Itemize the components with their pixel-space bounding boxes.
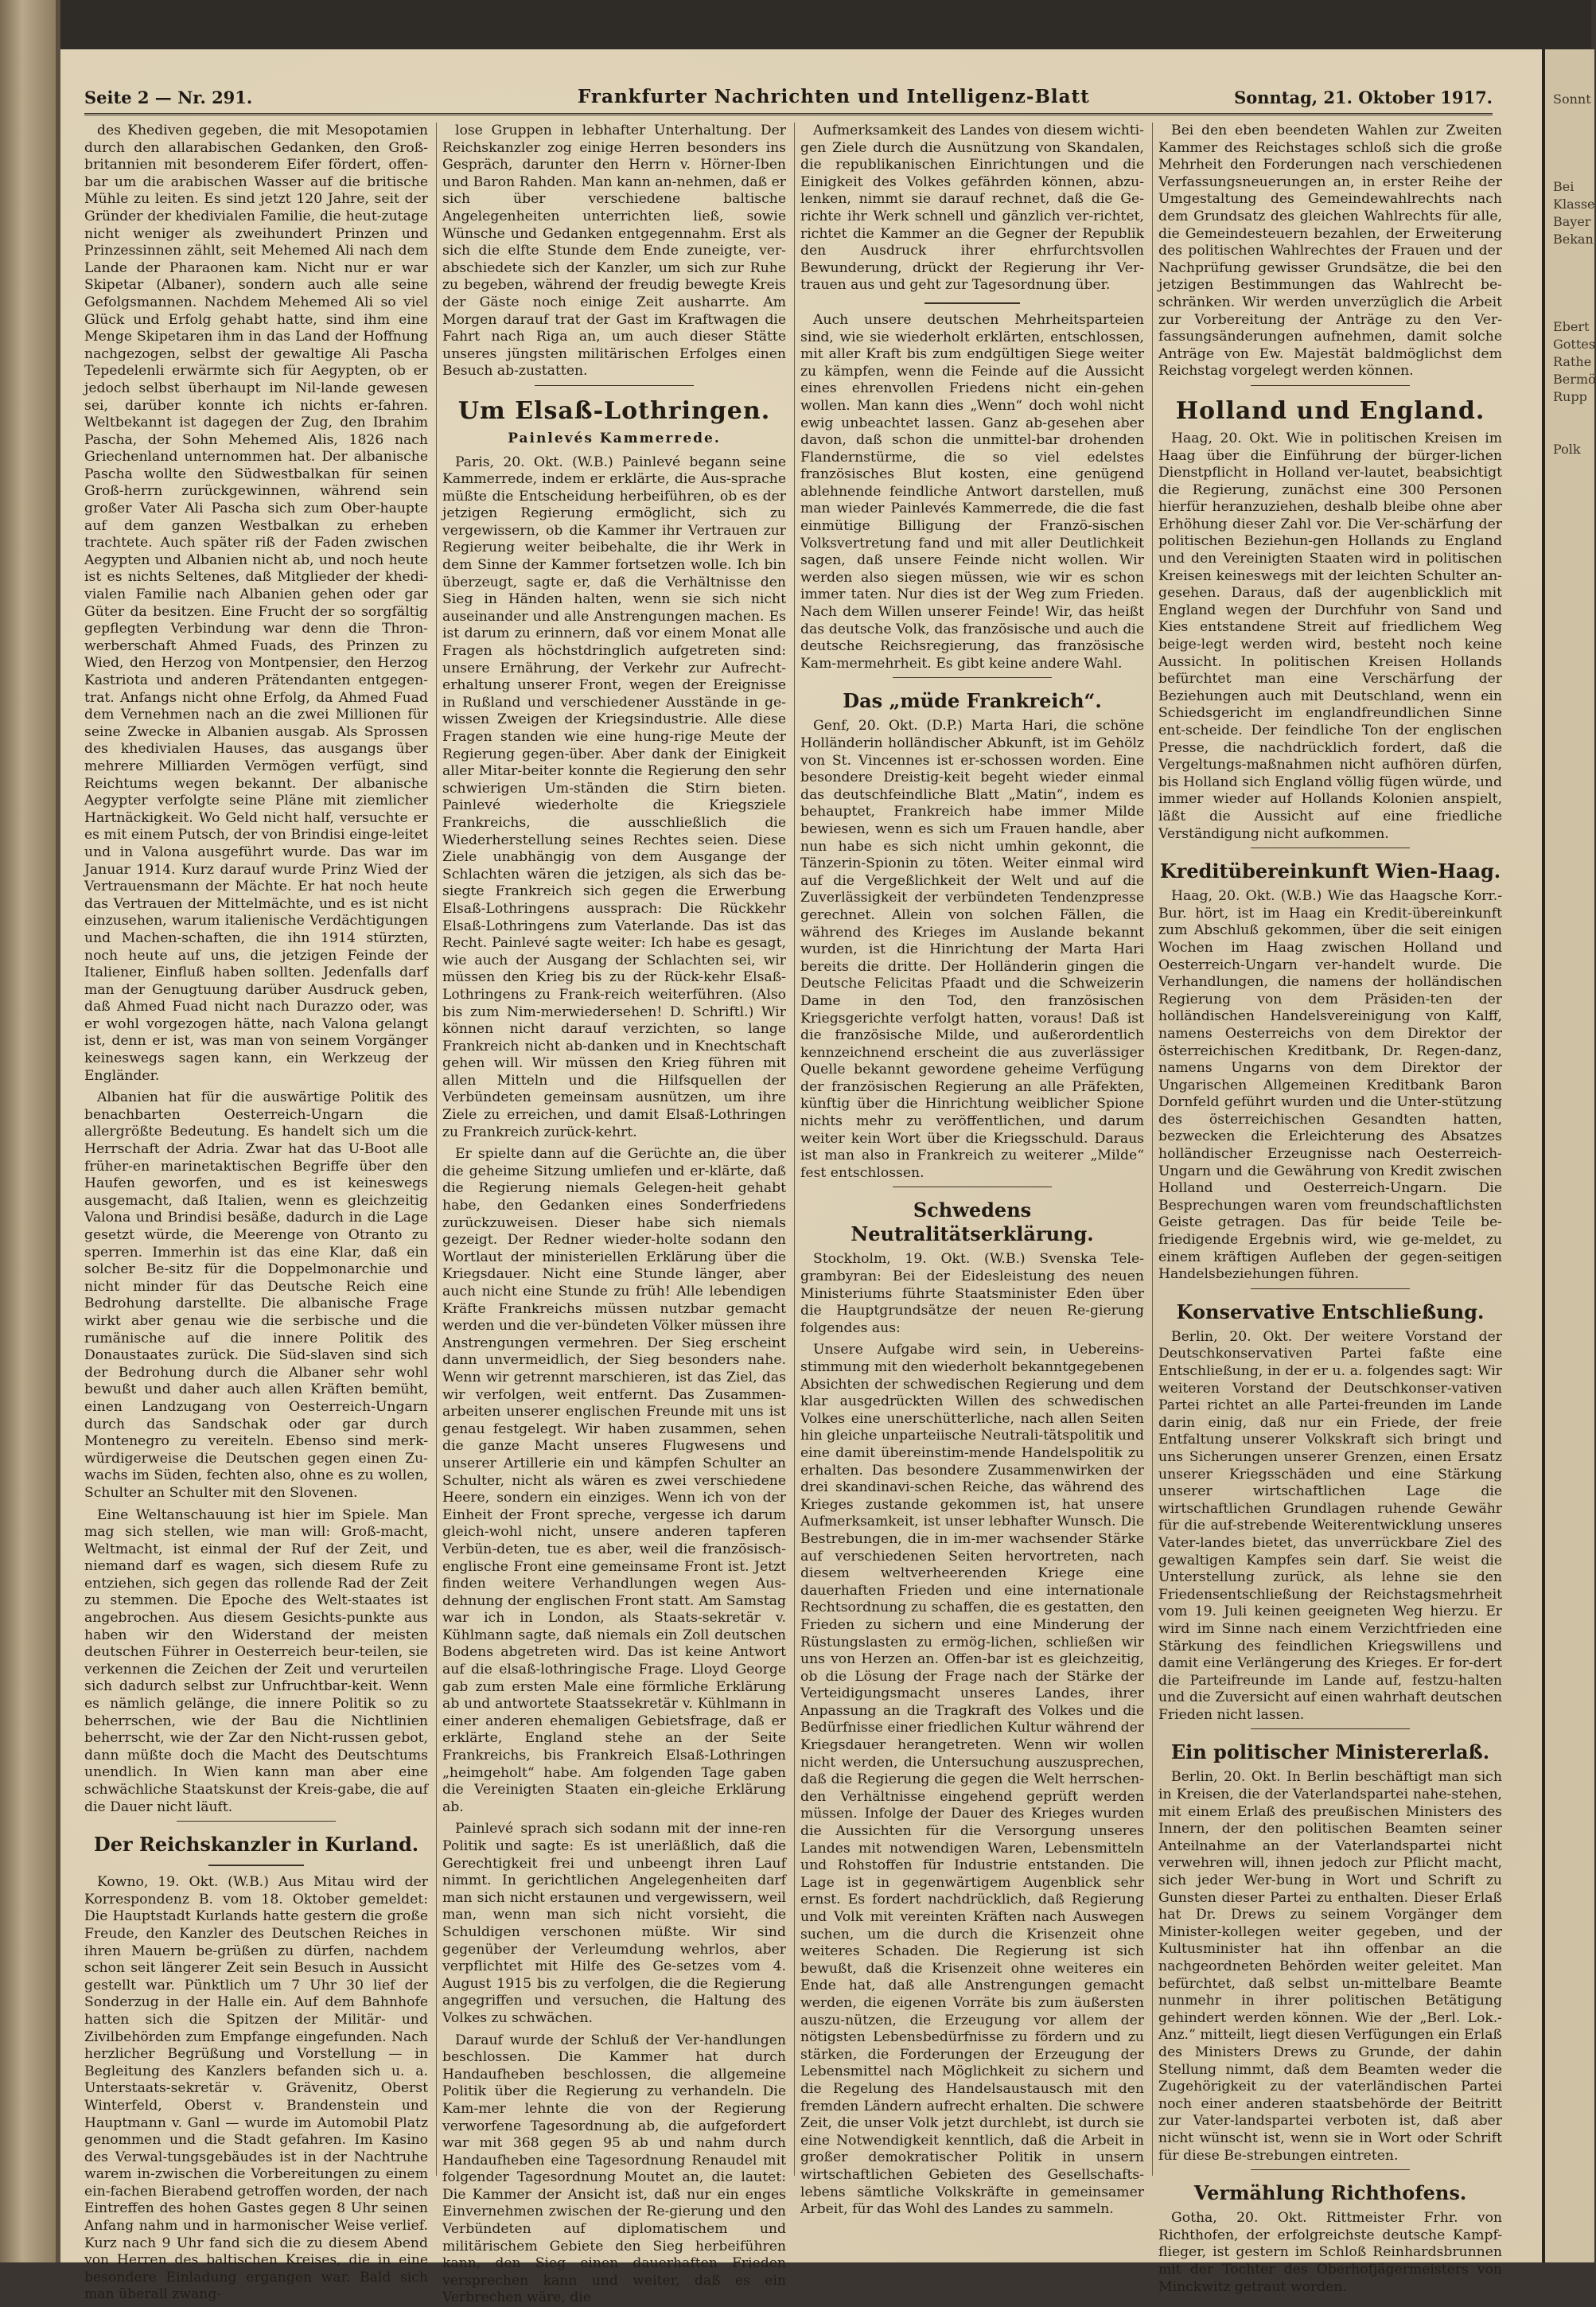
article-text: Darauf wurde der Schluß der Ver-handlungen beschlossen. Die Kammer hat durch Handaufheben beschlossen, die allgemeine Politik über die Regierung zu verhandeln. Die Kam-mer lehnte die von der Regierung verworfene Tagesordnung ab, die aufgefordert war mit 368 gegen 95 ab und nahm durch Handaufheben eine Tagesordnung Renaudel mit folgender Tagesordnung Moutet an, die lautet: Die Kammer der Ansicht ist, daß nur ein enges Einvernehmen zwischen der Re-gierung und den Verbündeten auf diplomatischem und militärischem Gebiete den Sieg herbeiführen kann, den Sieg einen dauerhaften Frieden versprechen kann und weiter, daß es ein Verbrechen wäre, die	[442, 2032, 786, 2306]
headline-richthofen: Vermählung Richthofens.	[1193, 2181, 1467, 2205]
headline-reichskanzler: Der Reichskanzler in Kurland.	[93, 1833, 419, 1857]
article-text: Berlin, 20. Okt. Der weitere Vorstand der Deutschkonservativen Partei faßte eine Entschließung, in der er u. a. folgendes sagt: Wir weiteren Vorstand der Deutschkonser-vativen Partei richtet an alle Partei-freunden im Lande darin einig, daß nur ein Friede, der freie Entfaltung unserer Volkskraft sich bringt und uns Sicherungen unserer Grenzen, einen Ersatz unserer Kriegsschäden und eine Stärkung unserer wirtschaftlichen Lage die wirtschaftlichen Grundlagen ruhende Gewähr für die auf-strebende Weiterentwicklung unseres Vater-landes bietet, das unverrückbare Ziel des gewaltigen Kampfes sein darf. Sie weist die Unterstellung zurück, als lehne sie den Friedensentschließung der Reichstagsmehrheit vom 19. Juli keinen geeigneten Weg hierzu. Er wird im Sinne nach einem Verzichtfrieden eine Stärkung des feindlichen Kriegswillens und damit eine Verlängerung des Krieges. Er for-dert die Parteifreunde im Lande auf, festzu-halten und die Zuversicht auf einen wahrhaft deutschen Frieden nicht lassen.	[1158, 1328, 1502, 1723]
article-end-rule	[535, 385, 694, 386]
headline-konservativ: Konservative Entschließung.	[1176, 1300, 1485, 1323]
article-text: Unsere Aufgabe wird sein, in Uebereins-stimmung mit den wiederholt bekanntgegebenen Absichten der schwedischen Regierung und dem klar ausgedrückten Willen des schwedischen Volkes eine unerschütterliche, nach allen Seiten hin gleiche unparteiische Neutrali-tätspolitik und eine damit übereinstim-mende Handelspolitik zu erhalten. Das besondere Zusammenwirken der drei skandinavi-schen Reiche, das während des Krieges zustande gekommen ist, hat unsere Aufmerksamkeit, ist unser lebhafter Wunsch. Die Bestrebungen, die in im-mer wachsender Stärke auf verschiedenen Seiten hervortreten, nach diesem weltverheerenden Kriege eine dauerhaften Frieden und eine internationale Rechtsordnung zu schaffen, die es gestatten, den Frieden zu sichern und eine Minderung der Rüstungslasten zu ermög-lichen, schließen wir uns von Herzen an. Offen-bar ist es gleichzeitig, ob die Lösung der Frage nach der Stärke der Verteidigungsmacht unseres Landes, ihrer Anpassung an die Tragkraft des Volkes und die Bedürfnisse einer friedlichen Kultur während der Kriegsdauer herangetreten. Wenn wir wollen nicht werden, die Untersuchung auszusprechen, daß die Regierung die gegen die Welt herrschen-den Verhältnisse eingehend geprüft werden müssen. Infolge der Dauer des Krieges wurden die Aussichten für die Versorgung unseres Landes mit notwendigen Waren, Lebensmitteln und Rohstoffen für Industrie entstanden. Die Lage ist in gegenwärtigem Augenblick sehr ernst. Es fordert nachdrücklich, daß Regierung und Volk mit vereinten Kräften nach Auswegen suchen, um die durch die Krisenzeit ohne weiteres Schaden. Die Regierung ist sich bewußt, daß die Krisenzeit ohne weiteres ein Ende hat, daß alle Anstrengungen gemacht werden, die eigenen Vorräte bis zum äußersten auszu-nützen, die Erzeugung vor allem der nötigsten Lebensbedürfnisse zu fördern und zu stärken, die Forderungen der Erzeugung der Lebensmittel nach Möglichkeit zu sichern und die Regelung des Handelsaustausch mit den fremden Ländern aufrecht erhalten. Die schwere Zeit, die unser Volk jetzt durchlebt, ist durch sie eine Notwendigkeit kenntlich, daß die Arbeit in großer demokratischer Politik in unsern wirtschaftlichen Gebieten des Gesellschafts-lebens sämtliche Volkskräfte in gemeinsamer Arbeit, für das Wohl des Landes zu sammeln.	[800, 1342, 1144, 2218]
article-text: Gotha, 20. Okt. Rittmeister Frhr. von Richthofen, der erfolgreichste deutsche Kampf-flieger, ist gestern im Schloß Reinhardsbrunnen mit der Tochter des Oberhofjägermeisters von Minckwitz getraut worden.	[1158, 2210, 1502, 2295]
column-rule	[1152, 123, 1153, 2176]
article-text: Albanien hat für die auswärtige Politik des benachbarten Oesterreich-Ungarn die allergrößte Bedeutung. Es handelt sich um die Herrschaft der Adria. Zwar hat das U-Boot alle früher-en marinetaktischen Begriffe über den Haufen geworfen, und es ist keineswegs ausgemacht, daß Italien, wenn es gleichzeitig Valona und Brindisi besäße, dadurch in die Lage gesetzt würde, die Meerenge von Otranto zu sperren. Immerhin ist das eine Klar, daß ein solcher Be-sitz für die Doppelmonarchie und nicht minder für das Deutsche Reich eine Bedrohung darstellte. Die albanische Frage wirkt aber genau wie die serbische und die rumänische auf die innere Politik des Donaustaates zurück. Die Süd-slaven sind sich der Bedrohung durch die Albaner sehr wohl bewußt und daher auch allen Kräften bemüht, einen Landzugang von Oesterreich-Ungarn durch das Sandschak oder gar durch Montenegro zu vereiteln. Ebenso sind merk-würdigerweise die Deutschen gegen einen Zu-wachs im Süden, fechten also, ohne es zu wollen, Schulter an Schulter mit den Slovenen.	[84, 1089, 428, 1501]
article-end-rule	[1251, 1288, 1410, 1289]
next-page-fragment: Sonnt Bei Klasse Bayer Bekan Ebert Gottes Rathe Bermö Rupp Polk	[1553, 92, 1596, 457]
page-number: Seite 2 — Nr. 291.	[84, 88, 253, 107]
article-text: Auch unsere deutschen Mehrheitsparteien sind, wie sie wiederholt erklärten, entschlossen, mit aller Kraft bis zum endgültigen Siege weiter zu kämpfen, wenn die Feinde auf die Aussicht eines ehrenvollen Friedens nicht ein-gehen wollen. Man kann dies „Wenn“ doch wohl nicht ewig unbeachtet lassen. Ganz ab-gesehen aber davon, daß schon die unmittel-bar drohenden Flandernstürme, die so viel edelstes französisches Blut kosten, eine genügend ablehnende feindliche Antwort darstellen, muß man wieder Painlevés Kammerrede, die die fast einmütige Billigung der Franzö-sischen Volksvertretung fand und mit aller Deutlichkeit sagen, daß unsere Feinde nicht wollen. Wir werden also siegen müssen, wie wir es schon immer taten. Nur dies ist der Weg zum Frieden. Nach dem Willen unserer Feinde! Wir, das heißt das deutsche Volk, das französische und auch die deutsche Reichsregierung, das französische Kam-mermehrheit. Es gibt keine andere Wahl.	[800, 311, 1144, 672]
next-page-edge	[1542, 49, 1594, 2262]
article-text: Eine Weltanschauung ist hier im Spiele. Man mag sich stellen, wie man will: Groß-macht, Weltmacht, ist einmal der Ruf der Zeit, und niemand darf es wagen, sich diesem Rufe zu entziehen, sich gegen das rollende Rad der Zeit zu stemmen. Die Epoche des Welt-staates ist angebrochen. Aus diesem Gesichts-punkte aus haben wir den Widerstand der meisten deutschen Führer in Oesterreich beur-teilen, sie verkennen die Zeichen der Zeit und verurteilen sich dadurch selbst zur Unfruchtbar-keit. Wenn es nämlich gelänge, die innere Politik so zu beherrschen, wie der Bau die Nichtlinien beherrscht, wie der Zar den Nicht-russen gebot, dann müßte doch die Macht des Deutschtums unendlich. In Wien kann man aber eine schwächliche Staatskunst der Kreis-gabe, die auf die Dauer nicht läuft.	[84, 1506, 428, 1815]
article-text: Er spielte dann auf die Gerüchte an, die über die geheime Sitzung umliefen und er-klärte, daß die Regierung niemals Gelegen-heit gehabt habe, den Gedanken eines Sonderfriedens zurückzuweisen. Dieser habe sich niemals gezeigt. Der Redner wieder-holte sodann den Wortlaut der ministeriellen Erklärung über die Kriegsdauer. Nicht eine Stunde länger, aber auch nicht eine Stunde zu früh! Alle lebendigen Kräfte Frankreichs müssen nutzbar gemacht werden und die ver-bündeten Völker müssen ihre Anstrengungen vermehren. Der Sieg erscheint dann unvermeidlich, der Sieg besonders nahe. Wenn wir getrennt marschieren, ist das Ziel, das wir verfolgen, weit entfernt. Das Zusammen-arbeiten unserer englischen Freunde mit uns ist genau festgelegt. Wir haben zusammen, sehen die ganze Macht unseres Flugwesens und unserer Artillerie ein und kämpfen Schulter an Schulter, nicht als wären es zwei verschiedene Heere, sondern ein einziges. Wenn ich von der Einheit der Front spreche, vergesse ich darum gleich-wohl nicht, unsere anderen tapferen Verbün-deten, tue es aber, weil die französisch-englische Front eine gemeinsame Front ist. Jetzt finden weitere Verhandlungen wegen Aus-dehnung der englischen Front statt. Am Samstag war ich in London, als Staats-sekretär v. Kühlmann sagte, daß niemals ein Zoll deutschen Bodens abgetreten wird. Das ist keine Antwort auf die elsaß-lothringische Frage. Lloyd George gab zum ersten Male eine förmliche Erklärung ab und antwortete Staatssekretär v. Kühlmann in einer anderen ehemaligen Gebietsfrage, daß er erklärte, England stehe an der Seite Frankreichs, bis Frankreich Elsaß-Lothringen „heimgeholt“ habe. Am folgenden Tage gaben die Vereinigten Staaten ein-gleiche Erklärung ab.	[442, 1146, 786, 1815]
headline-ministererlass: Ein politischer Ministererlaß.	[1170, 1740, 1490, 1764]
section-rule	[925, 302, 1020, 304]
article-end-rule	[1251, 2169, 1410, 2170]
article-end-rule	[1251, 385, 1410, 386]
article-text: Stockholm, 19. Okt. (W.B.) Svenska Tele-grambyran: Bei der Eidesleistung des neuen Ministeriums führte Staatsminister Eden über die Hauptgrundsätze der neuen Re-gierung folgendes aus:	[800, 1251, 1144, 1336]
article-text: lose Gruppen in lebhafter Unterhaltung. Der Reichskanzler zog einige Herren besonders ins Gespräch, darunter den Herrn v. Hörner-Iben und Baron Rahden. Man kann an-nehmen, daß er sich über verschiedene baltische Angelegenheiten unterrichten ließ, sowie Wünsche und Gedanken entgegennahm. Erst als sich die elfte Stunde dem Ende zuneigte, ver-abschiedete sich der Kanzler, um sich zur Ruhe zu begeben, während der freudig bewegte Kreis der Gäste noch einige Zeit ausharrte. Am Morgen darauf trat der Gast im Kraftwagen die Fahrt nach Riga an, um auch dieser Stätte unseres jüngsten militärischen Erfolges einen Besuch ab-zustatten.	[442, 123, 786, 380]
page-header	[84, 81, 1493, 115]
article-text: des Khediven gegeben, die mit Mesopotamien durch den allarabischen Gedanken, den Groß-britannien mit besonderem Eifer fördert, offen-bar um die arabischen Wasser auf die britische Mühle zu leiten. Es sind jetzt 120 Jahre, seit der Gründer der khedivialen Familie, die heut-zutage nicht weniger als zweihundert Prinzen und Prinzessinnen zählt, seit Mehemed Ali nach dem Lande der Pharaonen kam. Nicht nur er war Skipetar (Albaner), sondern auch alle seine Gefolgsmannen. Nachdem Mehemed Ali so viel Glück und Erfolg gehabt hatte, sind ihm eine Menge Skipetaren ihm in das Land der Hoffnung nachgezogen, selbst der gewaltige Ali Pascha Tepedelenli erwärmte sich für Aegypten, ob er jedoch selbst überhaupt im Nil-lande gewesen sei, darüber konnte ich nichts er-fahren. Weltbekannt ist dagegen der Zug, den Ibrahim Pascha, der Sohn Mehemed Alis, 1826 nach Griechenland unternommen hat. Der albanische Pascha wollte den Südwestbalkan für seinen Groß-herrn zurückgewinnen, während sein großer Vater Ali Pascha sich zum Ober-haupte auf dem ganzen Westbalkan zu erheben trachtete. Auch später riß der Faden zwischen Aegypten und Albanien nicht ab, und noch heute ist es nichts Seltenes, daß Mitglieder der khedi-vialen Familie nach Albanien gehen oder gar Güter da besitzen. Eine Frucht der so sorgfältig gepflegten Verbindung war denn die Thron-werberschaft Ahmed Fuads, des Prinzen zu Wied, den Herzog von Montpensier, den Herzog Kastriota und anderen Prätendanten entgegen-trat. Anfangs nicht ohne Erfolg, da Ahmed Fuad dem Vernehmen nach an die zwei Millionen für seine Zwecke in Albanien ausgab. Als Sprossen des khedivialen Hauses, das ausgangs über mehrere Milliarden Vermögen verfügt, sind Reichtums wegen bekannt. Der albanische Aegypter verfolgte seine Pläne mit ziemlicher Hartnäckigkeit. Wo Geld nicht half, versuchte er es mit einem Putsch, der von Brindisi einge-leitet und in Valona ausgeführt wurde. Das war im Januar 1914. Kurz darauf wurde Prinz Wied der Vertrauensmann der Mächte. Er hat noch heute das Vertrauen der Mittelmächte, und es ist nicht einzusehen, warum italienische Verdächtigungen und Machen-schaften, die ihn 1914 stürzten, noch heute auf uns, die jetzigen Feinde der Italiener, Einfluß haben sollten. Jedenfalls darf man der Genugtuung darüber Ausdruck geben, daß Ahmed Fuad nicht nach Durazzo oder, was er wohl vorgezogen hätte, nach Valona gelangt ist, denn er ist, was man von seinem Vorgänger keineswegs sagen kann, ein Werkzeug der Engländer.	[84, 123, 428, 1084]
column-rule	[436, 123, 437, 2176]
article-text: Haag, 20. Okt. Wie in politischen Kreisen im Haag über die Einführung der bürger-lichen Dienstpflicht in Holland ver-lautet, beabsichtigt die Regierung, zunächst eine 300 Personen hierfür heranzuziehen, deshalb bleibe ohne aber Erhöhung dieser Zahl vor. Die Ver-schärfung der politischen Beziehun-gen Hollands zu England und den Vereinigten Staaten wird in politischen Kreisen keineswegs mit der leichten Schulter an-gesehen. Daraus, daß der augenblicklich mit England wegen der Durchfuhr von Sand und Kies entstandene Streit auf friedlichem Weg beige-legt werden wird, besteht noch keine Aussicht. In politischen Kreisen Hollands befürchtet man eine Verschärfung der Beziehungen auch mit Deutschland, wenn ein Schiedsgericht im englandfreundlichen Sinne ent-scheide. Der feindliche Ton der englischen Presse, die nachdrücklich fordert, daß die Vergeltungs-maßnahmen nicht aufhören dürfen, bis Holland sich England völlig fügen würde, und immer wieder auf Hollands Kolonien anspielt, läßt die Aussicht auf eine friedliche Verständigung nicht aufkommen.	[1158, 430, 1502, 842]
column-4	[1158, 123, 1502, 2295]
article-text: Berlin, 20. Okt. In Berlin beschäftigt man sich in Kreisen, die der Vaterlandspartei nahe-stehen, mit einem Erlaß des preußischen Ministers des Innern, der den politischen Beamten seiner Anteilnahme an der Vaterlandspartei nicht verwehren will, ihnen jedoch zur Pflicht macht, sich jeder Wer-bung in Wort und Schrift zu Gunsten dieser Partei zu enthalten. Dieser Erlaß hat Dr. Drews zu seinem Vorgänger dem Minister-kollegen weiter gegeben, und der Kultusminister hat ihn offenbar an die nachgeordneten Behörden weiter geleitet. Man befürchtet, daß selbst un-mittelbare Beamte nunmehr in ihrer politischen Betätigung gehindert werden können. Wie der „Berl. Lok.-Anz.“ mitteilt, liegt diesen Verfügungen ein Erlaß des Ministers Drews zu Grunde, der dahin Stellung nimmt, daß dem Beamten weder die Zugehörigkeit zu der vaterländischen Partei noch einer anderen staatsbehörde der Beitritt zur Vater-landspartei verboten ist, daß aber nicht wünscht ist, wenn sie in Wort oder Schrift für diese Be-strebungen eintreten.	[1158, 1769, 1502, 2164]
headline-elsass: Um Elsaß-Lothringen.	[457, 396, 771, 425]
article-end-rule	[177, 1821, 336, 1822]
subheadline-painleve: Painlevés Kammerrede.	[508, 430, 721, 446]
headline-kredit: Kreditübereinkunft Wien-Haag.	[1159, 859, 1501, 883]
article-text: Genf, 20. Okt. (D.P.) Marta Hari, die schöne Holländerin holländischer Abkunft, ist im Gehölz von St. Vincennes ist er-schossen worden. Eine besondere Dreistig-keit begeht wieder einmal das deutschfeindliche Blatt „Matin“, indem es behauptet, Frankreich habe immer Milde bewiesen, wenn es sich um Frauen handle, aber nun habe es sich nicht umhin gekonnt, die Tänzerin-Spionin zu töten. Weiter einmal wird auf die Vergeßlichkeit der Welt und auf die Zuverlässigkeit der verbündeten Tendenzpresse gerechnet. Allein von solchen Fällen, die während des Krieges im Auslande bekannt wurden, ist die Hinrichtung der Marta Hari bereits die dritte. Der Holländerin gingen die Deutsche Felicitas Pfaadt und die Schweizerin Dame in den Tod, den französischen Kriegsgerichte verfolgt hatten, voraus! Daß ist die französische Milde, und außerordentlich kennzeichnend erscheint die aus zuverlässiger Quelle bekannt gewordene geheime Verfügung der französischen Regierung an alle Präfekten, künftig über die Hinrichtung weiblicher Spione nichts mehr zu veröffentlichen, und darum weiter kein Wort über die Kriegsschuld. Daraus ist man also in Frankreich zu weiterer „Milde“ fest entschlossen.	[800, 718, 1144, 1181]
article-text: Paris, 20. Okt. (W.B.) Painlevé begann seine Kammerrede, indem er erklärte, die Aus-sprache müßte die Entscheidung herbeiführen, ob es der jetzigen Regierung ermöglicht, sich zu vergewissern, ob die Kammer ihr Vertrauen zur Regierung weiter beibehalte, die ihr Werk in dem Sinne der Kammer fortsetzen wolle. Ich bin überzeugt, sagte er, daß die Verhältnisse den Sieg in Händen halten, wenn sie sich nicht auseinander und alle Anstrengungen machen. Es ist darum zu erinnern, daß vor einem Monat alle Fragen als höchstdringlich aufgetreten sind: unsere Ernährung, der Verkehr zur Aufrecht-erhaltung unserer Front, wegen der Ereignisse in Rußland und verschiedener Ausstände in ge-wissen Zweigen der Kriegsindustrie. Alle diese Fragen standen wie eine hung-rige Meute der Regierung gegen-über. Aber dank der Einigkeit aller Mitar-beiter konnte die Regierung den sehr schwierigen Um-ständen die Stirn bieten. Painlevé wiederholte die Kriegsziele Frankreichs, die ausschließlich die Wiederherstellung seines Rechtes seien. Diese Ziele unabhängig von dem Ausgange der Schlachten wären die jetzigen, als sich das be-siegte Frankreich sich gegen die Erwerbung Elsaß-Lothringens aussprach: Die Rückkehr Elsaß-Lothringens zum Vaterlande. Das ist das Recht. Painlevé sagte weiter: Ich habe es gesagt, wie auch der Ausgang der Schlachten sei, wir müssen den Krieg bis zu der Rück-kehr Elsaß-Lothringens zu Frank-reich weiterführen. (Also bis zum Nim-merwiedersehen! D. Schriftl.) Wir können nicht darauf verzichten, so lange Frankreich nicht ab-danken und in Knechtschaft gehen will. Wir müssen den Krieg führen mit allen Mitteln und die Hilfsquellen der Verbündeten gemeinsam ausnützen, um ihre Ziele zu erreichen, und damit Elsaß-Lothringen zu Frankreich zurück-kehrt.	[442, 454, 786, 1140]
article-text: Haag, 20. Okt. (W.B.) Wie das Haagsche Korr.-Bur. hört, ist im Haag ein Kredit-übereinkunft zum Abschluß gekommen, über die seit einigen Wochen im Haag zwischen Holland und Oesterreich-Ungarn ver-handelt wurde. Die Verhandlungen, die namens der holländischen Regierung von dem Präsiden-ten der holländischen Handelsvereinigung von Kalff, namens Oesterreichs von dem Direktor der österreichischen Kreditbank, Dr. Regen-danz, namens Ungarns von dem Direktor der Ungarischen Allgemeinen Kreditbank Baron Dornfeld geführt wurden und die Unter-stützung des österreichischen Gesandten hatten, bezwecken die Erleichterung des Absatzes holländischer Erzeugnisse nach Oesterreich-Ungarn und die Gewährung von Kredit zwischen Holland und Oesterreich-Ungarn. Die Besprechungen waren vom freundschaftlichsten Geiste getragen. Das für beide Teile be-friedigende Ergebnis wird, wie ge-meldet, zu einem kräftigen Aufleben der gegen-seitigen Handelsbeziehungen führen.	[1158, 888, 1502, 1283]
column-3	[800, 123, 1144, 2218]
masthead-title: Frankfurter Nachrichten und Intelligenz-Blatt	[578, 86, 1090, 107]
article-text: Aufmerksamkeit des Landes von diesem wichti-gen Ziele durch die Ausnützung von Skandalen, die republikanischen Einrichtungen und die Einigkeit des Volkes gefährden können, abzu-lenken, nimmt sie darauf rechnet, daß die Ge-richte ihr Werk schnell und gänzlich ver-richtet, richtet die Kammer an die Gegner der Republik den Ausdruck ihrer ehrfurchtsvollen Bewunderung, drückt der Regierung ihr Ver-trauen aus und geht zur Tagesordnung über.	[800, 123, 1144, 294]
article-text: Bei den eben beendeten Wahlen zur Zweiten Kammer des Reichstages schloß sich die große Mehrheit den Forderungen nach verschiedenen Verfassungsneuerungen an, in erster Reihe der Umgestaltung des Gemeindewahlrechts nach dem Grundsatz des gleichen Wahlrechts für alle, die Gemeindesteuern bezahlen, der Erweiterung des politischen Wahlrechtes der Frauen und der Nachprüfung gewisser Grundsätze, die bei den jetzigen Bestimmungen das Wahlrecht be-schränken. Wir werden unverzüglich die Arbeit zur Vorbereitung der Anträge zu den Ver-fassungsänderungen aufnehmen, damit solche Anträge von Ew. Majestät baldmöglichst dem Reichstag vorgelegt werden können.	[1158, 123, 1502, 380]
issue-date: Sonntag, 21. Oktober 1917.	[1234, 88, 1493, 107]
headline-holland: Holland und England.	[1175, 396, 1485, 425]
column-1	[84, 123, 428, 2303]
headline-frankreich: Das „müde Frankreich“.	[843, 689, 1102, 713]
article-end-rule	[1251, 1728, 1410, 1729]
headline-schweden: Schwedens Neutralitätserklärung.	[851, 1198, 1094, 1246]
article-text: Painlevé sprach sich sodann mit der inne-ren Politik und sagte: Es ist unerläßlich, daß die Gerechtigkeit frei und unbeengt ihren Lauf nimmt. In gerichtlichen Angelegenheiten darf man sich nicht erstaunen und vergewissern, weil man, wenn man sich nicht vorsieht, die Schuldigen verschonen müßte. Wir sind gegenüber der Verleumdung wehrlos, aber verpflichtet mit Hilfe des Ge-setzes vom 4. August 1915 bis zu verfolgen, die die Regierung angegriffen und versuchen, die Haltung des Volkes zu schwächen.	[442, 1821, 786, 2026]
book-binding	[0, 0, 56, 2262]
newspaper-page	[60, 49, 1542, 2306]
headline-rule	[208, 1865, 304, 1866]
article-text: Kowno, 19. Okt. (W.B.) Aus Mitau wird der Korrespondenz B. vom 18. Oktober gemeldet: Die Hauptstadt Kurlands hatte gestern die große Freude, den Kanzler des Deutschen Reiches in ihren Mauern be-grüßen zu dürfen, nachdem schon seit längerer Zeit sein Besuch in Aussicht gestellt war. Pünktlich um 7 Uhr 30 lief der Sonderzug in der Halle ein. Auf dem Bahnhofe hatten sich die Spitzen der Militär- und Zivilbehörden zum Empfange eingefunden. Nach herzlicher Begrüßung und Vorstellung — in Begleitung des Kanzlers befanden sich u. a. Unterstaats-sekretär v. Grävenitz, Oberst Winterfeld, Oberst v. Brandenstein und Hauptmann v. Ganl — wurde im Automobil Platz genommen und die Stadt gefahren. Im Kasino des Verwal-tungsgebäudes ist in der Nachtruhe warem in-zwischen die Vorbereitungen zu einem ein-fachen Bierabend getroffen worden, der nach Eintreffen des hohen Gastes gegen 8 Uhr seinen Anfang nahm und in harmonischer Weise verlief. Kurz nach 9 Uhr fand sich die zu diesem Abend von Herren des baltischen Kreises, die in eine besondere Einladung ergangen war. Bald sich man überall zwang-	[84, 1874, 428, 2303]
column-rule	[794, 123, 795, 2176]
column-2	[442, 123, 786, 2306]
article-end-rule	[893, 677, 1052, 678]
